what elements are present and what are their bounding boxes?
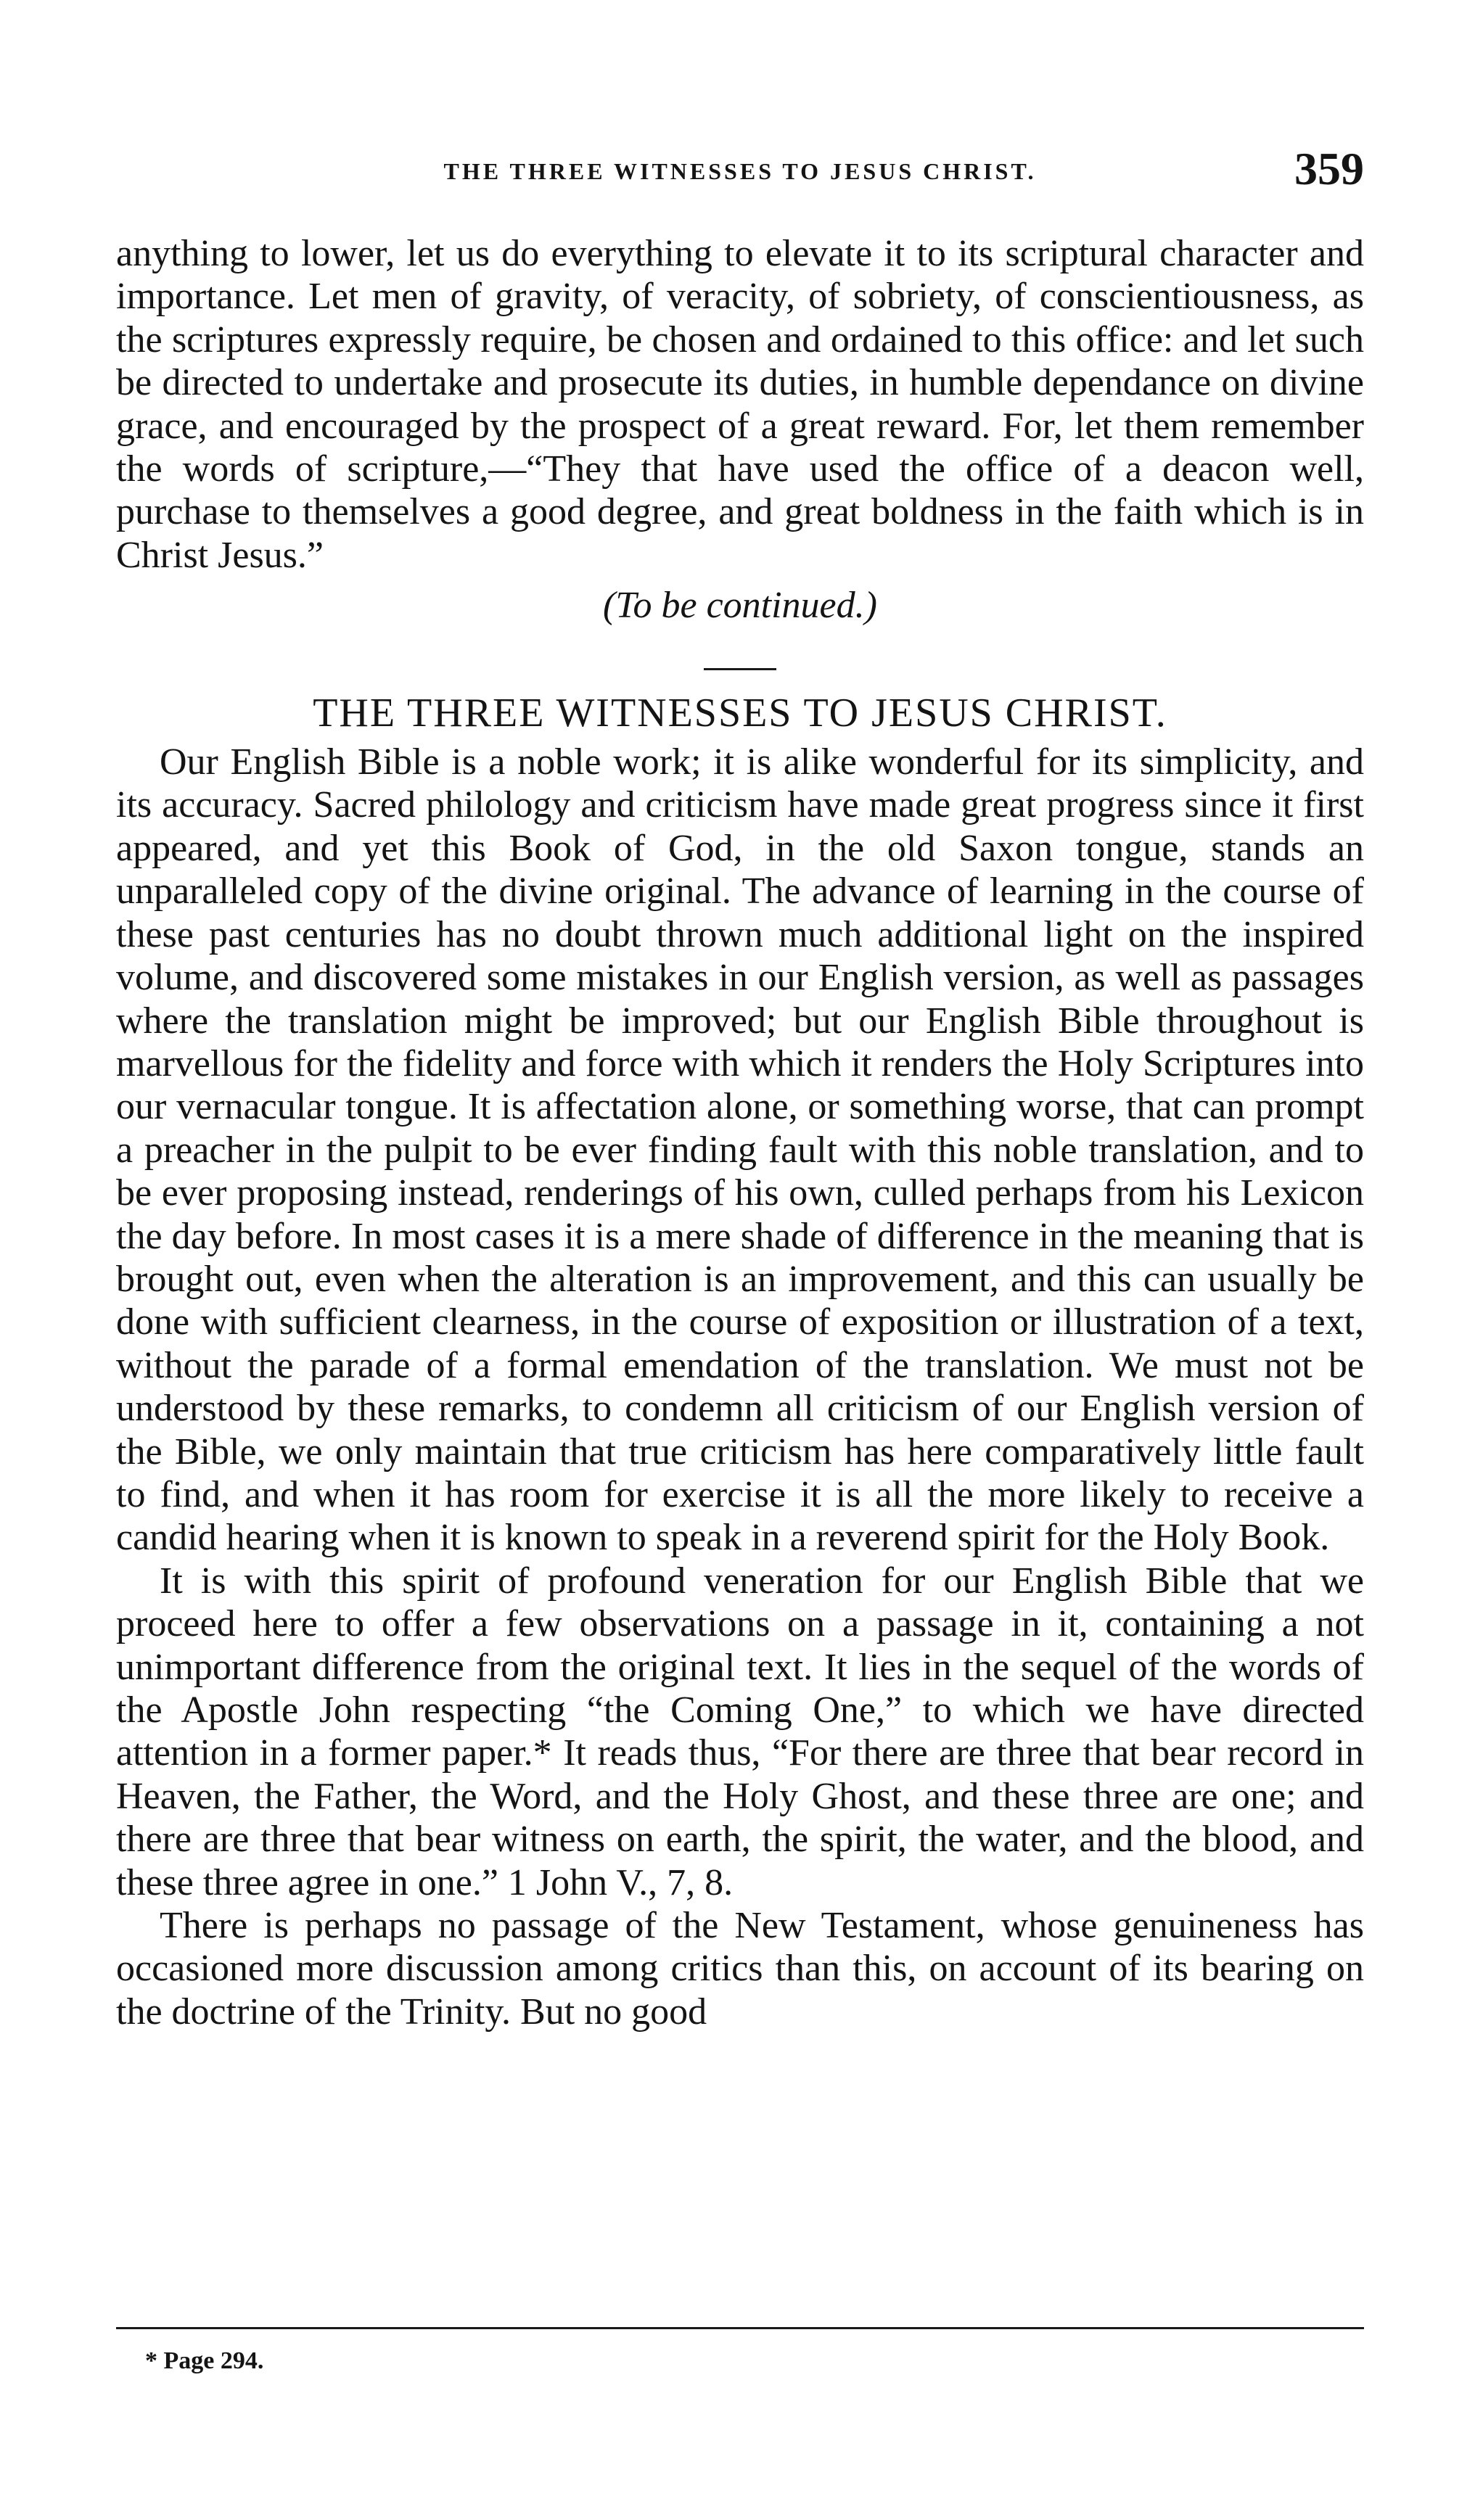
footnote-rule [116, 2327, 1364, 2329]
footnote: * Page 294. [145, 2347, 264, 2374]
section-divider [704, 668, 776, 670]
paragraph-1: Our English Bible is a noble work; it is alike wonderful for its simplicity, and its accuracy. Sacred philology and criticism have made great progress since it first appeared, and yet this Book of God, in the old Saxon tongue, stands an unparalleled copy of the divine original. The advance of learning in the course of these past centuries has no doubt thrown much additional light on the inspired volume, and discovered some mistakes in our English version, as well as passages where the translation might be improved; but our English Bible throughout is marvellous for the fidelity and force with which it renders the Holy Scriptures into our vernacular tongue. It is affectation alone, or something worse, that can prompt a preacher in the pulpit to be ever finding fault with this noble translation, and to be ever proposing instead, renderings of his own, culled perhaps from his Lexicon the day before. In most cases it is a mere shade of difference in the meaning that is brought out, even when the alteration is an improvement, and this can usually be done with sufficient clearness, in the course of exposition or illustration of a text, without the parade of a formal emendation of the translation. We must not be understood by these remarks, to condemn all criticism of our English version of the Bible, we only maintain that true criticism has here comparatively little fault to find, and when it has room for exercise it is all the more likely to receive a candid hearing when it is known to speak in a reverend spirit for the Holy Book. [116, 741, 1364, 1559]
running-header [116, 142, 1364, 207]
section-title: THE THREE WITNESSES TO JESUS CHRIST. [313, 690, 1167, 736]
paragraph-intro: anything to lower, let us do everything to elevate it to its scriptural character and importance. Let men of gravity, of veracity, of sobriety, of conscientiousness, as the scriptures expressly require, be chosen and ordained to this office: and let such be directed to undertake and prosecute its duties, in humble dependance on divine grace, and encouraged by the prospect of a great reward. For, let them remember the words of scripture,—“They that have used the office of a deacon well, purchase to themselves a good degree, and great boldness in the faith which is in Christ Jesus.” [116, 233, 1364, 576]
page-number: 359 [1294, 143, 1364, 194]
article-body [116, 232, 1364, 2033]
running-title: THE THREE WITNESSES TO JESUS CHRIST. [443, 158, 1037, 184]
continued-note: (To be continued.) [603, 585, 877, 627]
paragraph-2: It is with this spirit of profound veneration for our English Bible that we proceed here to offer a few observations on a passage in it, containing a not unimportant difference from the original text. It lies in the sequel of the words of the Apostle John respecting “the Coming One,” to which we have directed attention in a former paper.* It reads thus, “For there are three that bear record in Heaven, the Father, the Word, and the Holy Ghost, and these three are one; and there are three that bear witness on earth, the spirit, the water, and the blood, and these three agree in one.” 1 John V., 7, 8. [116, 1560, 1364, 1903]
paragraph-3: There is perhaps no passage of the New Testament, whose genuineness has occasioned more discussion among critics than this, on account of its bearing on the doctrine of the Trinity. But no good [116, 1905, 1364, 2033]
